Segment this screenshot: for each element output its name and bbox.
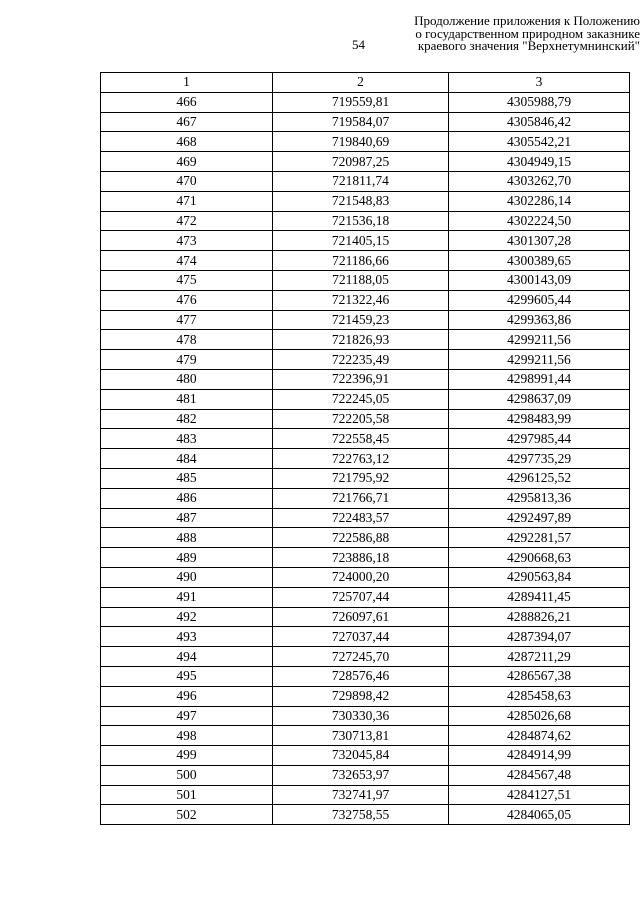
y-coordinate-cell: 4292497,89	[449, 508, 630, 528]
x-coordinate-cell: 721826,93	[273, 330, 449, 350]
point-number-cell: 477	[101, 310, 273, 330]
x-coordinate-cell: 722396,91	[273, 369, 449, 389]
x-coordinate-cell: 721186,66	[273, 251, 449, 271]
table-body	[101, 92, 630, 824]
x-coordinate-cell: 721795,92	[273, 468, 449, 488]
table-row	[101, 290, 630, 310]
point-number-cell: 468	[101, 132, 273, 152]
table-row	[101, 132, 630, 152]
y-coordinate-cell: 4284874,62	[449, 726, 630, 746]
x-coordinate-cell: 729898,42	[273, 686, 449, 706]
y-coordinate-cell: 4298991,44	[449, 369, 630, 389]
y-coordinate-cell: 4287394,07	[449, 627, 630, 647]
table-row	[101, 647, 630, 667]
x-coordinate-cell: 726097,61	[273, 607, 449, 627]
table-row	[101, 567, 630, 587]
y-coordinate-cell: 4285026,68	[449, 706, 630, 726]
page-number: 54	[352, 37, 365, 52]
document-header	[340, 15, 640, 53]
point-number-cell: 492	[101, 607, 273, 627]
point-number-cell: 480	[101, 369, 273, 389]
x-coordinate-cell: 732758,55	[273, 805, 449, 825]
point-number-cell: 481	[101, 389, 273, 409]
point-number-cell: 484	[101, 449, 273, 469]
table-row	[101, 231, 630, 251]
table-row	[101, 607, 630, 627]
y-coordinate-cell: 4297985,44	[449, 429, 630, 449]
x-coordinate-cell: 725707,44	[273, 587, 449, 607]
table-row	[101, 528, 630, 548]
y-coordinate-cell: 4302224,50	[449, 211, 630, 231]
y-coordinate-cell: 4305988,79	[449, 92, 630, 112]
table-row	[101, 686, 630, 706]
point-number-cell: 474	[101, 251, 273, 271]
point-number-cell: 488	[101, 528, 273, 548]
x-coordinate-cell: 721405,15	[273, 231, 449, 251]
x-coordinate-cell: 732045,84	[273, 746, 449, 766]
x-coordinate-cell: 728576,46	[273, 666, 449, 686]
x-coordinate-cell: 722235,49	[273, 350, 449, 370]
table-row	[101, 508, 630, 528]
x-coordinate-cell: 719559,81	[273, 92, 449, 112]
x-coordinate-cell: 722586,88	[273, 528, 449, 548]
point-number-cell: 490	[101, 567, 273, 587]
y-coordinate-cell: 4284567,48	[449, 765, 630, 785]
table-row	[101, 350, 630, 370]
point-number-cell: 466	[101, 92, 273, 112]
y-coordinate-cell: 4290668,63	[449, 548, 630, 568]
point-number-cell: 483	[101, 429, 273, 449]
y-coordinate-cell: 4286567,38	[449, 666, 630, 686]
x-coordinate-cell: 732741,97	[273, 785, 449, 805]
point-number-cell: 495	[101, 666, 273, 686]
x-coordinate-cell: 723886,18	[273, 548, 449, 568]
y-coordinate-cell: 4301307,28	[449, 231, 630, 251]
point-number-cell: 499	[101, 746, 273, 766]
y-coordinate-cell: 4284127,51	[449, 785, 630, 805]
point-number-cell: 500	[101, 765, 273, 785]
point-number-cell: 493	[101, 627, 273, 647]
x-coordinate-cell: 730330,36	[273, 706, 449, 726]
header-line: Продолжение приложения к Положению	[414, 13, 640, 28]
table-row	[101, 152, 630, 172]
point-number-cell: 502	[101, 805, 273, 825]
point-number-cell: 497	[101, 706, 273, 726]
point-number-cell: 487	[101, 508, 273, 528]
y-coordinate-cell: 4298637,09	[449, 389, 630, 409]
table-row	[101, 171, 630, 191]
x-coordinate-cell: 721766,71	[273, 488, 449, 508]
y-coordinate-cell: 4304949,15	[449, 152, 630, 172]
y-coordinate-cell: 4295813,36	[449, 488, 630, 508]
x-coordinate-cell: 722483,57	[273, 508, 449, 528]
y-coordinate-cell: 4305542,21	[449, 132, 630, 152]
y-coordinate-cell: 4298483,99	[449, 409, 630, 429]
table-row	[101, 488, 630, 508]
point-number-cell: 498	[101, 726, 273, 746]
point-number-cell: 475	[101, 270, 273, 290]
table-row	[101, 270, 630, 290]
table-row	[101, 191, 630, 211]
table-header-row	[101, 73, 630, 93]
point-number-cell: 476	[101, 290, 273, 310]
table-row	[101, 251, 630, 271]
column-header: 2	[273, 73, 449, 93]
column-header: 1	[101, 73, 273, 93]
table-row	[101, 548, 630, 568]
x-coordinate-cell: 722205,58	[273, 409, 449, 429]
point-number-cell: 491	[101, 587, 273, 607]
table-row	[101, 468, 630, 488]
x-coordinate-cell: 722245,05	[273, 389, 449, 409]
table-row	[101, 627, 630, 647]
x-coordinate-cell: 721322,46	[273, 290, 449, 310]
y-coordinate-cell: 4292281,57	[449, 528, 630, 548]
y-coordinate-cell: 4299363,86	[449, 310, 630, 330]
table-row	[101, 765, 630, 785]
x-coordinate-cell: 730713,81	[273, 726, 449, 746]
x-coordinate-cell: 724000,20	[273, 567, 449, 587]
x-coordinate-cell: 722558,45	[273, 429, 449, 449]
x-coordinate-cell: 719840,69	[273, 132, 449, 152]
table-row	[101, 92, 630, 112]
y-coordinate-cell: 4285458,63	[449, 686, 630, 706]
point-number-cell: 478	[101, 330, 273, 350]
table-row	[101, 369, 630, 389]
coordinates-table	[100, 72, 630, 825]
header-line: о государственном природном заказнике	[415, 25, 640, 41]
y-coordinate-cell: 4305846,42	[449, 112, 630, 132]
table-row	[101, 587, 630, 607]
table-row	[101, 805, 630, 825]
table-row	[101, 389, 630, 409]
x-coordinate-cell: 721811,74	[273, 171, 449, 191]
x-coordinate-cell: 727037,44	[273, 627, 449, 647]
table-row	[101, 330, 630, 350]
table-row	[101, 785, 630, 805]
x-coordinate-cell: 721536,18	[273, 211, 449, 231]
x-coordinate-cell: 727245,70	[273, 647, 449, 667]
table-row	[101, 726, 630, 746]
point-number-cell: 479	[101, 350, 273, 370]
y-coordinate-cell: 4289411,45	[449, 587, 630, 607]
point-number-cell: 494	[101, 647, 273, 667]
point-number-cell: 467	[101, 112, 273, 132]
table-row	[101, 310, 630, 330]
y-coordinate-cell: 4284914,99	[449, 746, 630, 766]
y-coordinate-cell: 4303262,70	[449, 171, 630, 191]
y-coordinate-cell: 4300389,65	[449, 251, 630, 271]
y-coordinate-cell: 4288826,21	[449, 607, 630, 627]
point-number-cell: 501	[101, 785, 273, 805]
table-row	[101, 409, 630, 429]
x-coordinate-cell: 719584,07	[273, 112, 449, 132]
y-coordinate-cell: 4299605,44	[449, 290, 630, 310]
table-row	[101, 666, 630, 686]
x-coordinate-cell: 721459,23	[273, 310, 449, 330]
point-number-cell: 496	[101, 686, 273, 706]
y-coordinate-cell: 4297735,29	[449, 449, 630, 469]
table-row	[101, 746, 630, 766]
point-number-cell: 469	[101, 152, 273, 172]
x-coordinate-cell: 722763,12	[273, 449, 449, 469]
x-coordinate-cell: 721188,05	[273, 270, 449, 290]
y-coordinate-cell: 4299211,56	[449, 330, 630, 350]
x-coordinate-cell: 720987,25	[273, 152, 449, 172]
table-row	[101, 706, 630, 726]
point-number-cell: 485	[101, 468, 273, 488]
x-coordinate-cell: 732653,97	[273, 765, 449, 785]
x-coordinate-cell: 721548,83	[273, 191, 449, 211]
y-coordinate-cell: 4302286,14	[449, 191, 630, 211]
y-coordinate-cell: 4299211,56	[449, 350, 630, 370]
point-number-cell: 473	[101, 231, 273, 251]
point-number-cell: 472	[101, 211, 273, 231]
table-row	[101, 112, 630, 132]
header-line: краевого значения "Верхнетумнинский"	[417, 38, 640, 53]
y-coordinate-cell: 4290563,84	[449, 567, 630, 587]
table-row	[101, 429, 630, 449]
column-header: 3	[449, 73, 630, 93]
y-coordinate-cell: 4287211,29	[449, 647, 630, 667]
point-number-cell: 471	[101, 191, 273, 211]
y-coordinate-cell: 4296125,52	[449, 468, 630, 488]
table-row	[101, 211, 630, 231]
y-coordinate-cell: 4284065,05	[449, 805, 630, 825]
table-row	[101, 449, 630, 469]
point-number-cell: 486	[101, 488, 273, 508]
y-coordinate-cell: 4300143,09	[449, 270, 630, 290]
point-number-cell: 482	[101, 409, 273, 429]
point-number-cell: 470	[101, 171, 273, 191]
point-number-cell: 489	[101, 548, 273, 568]
